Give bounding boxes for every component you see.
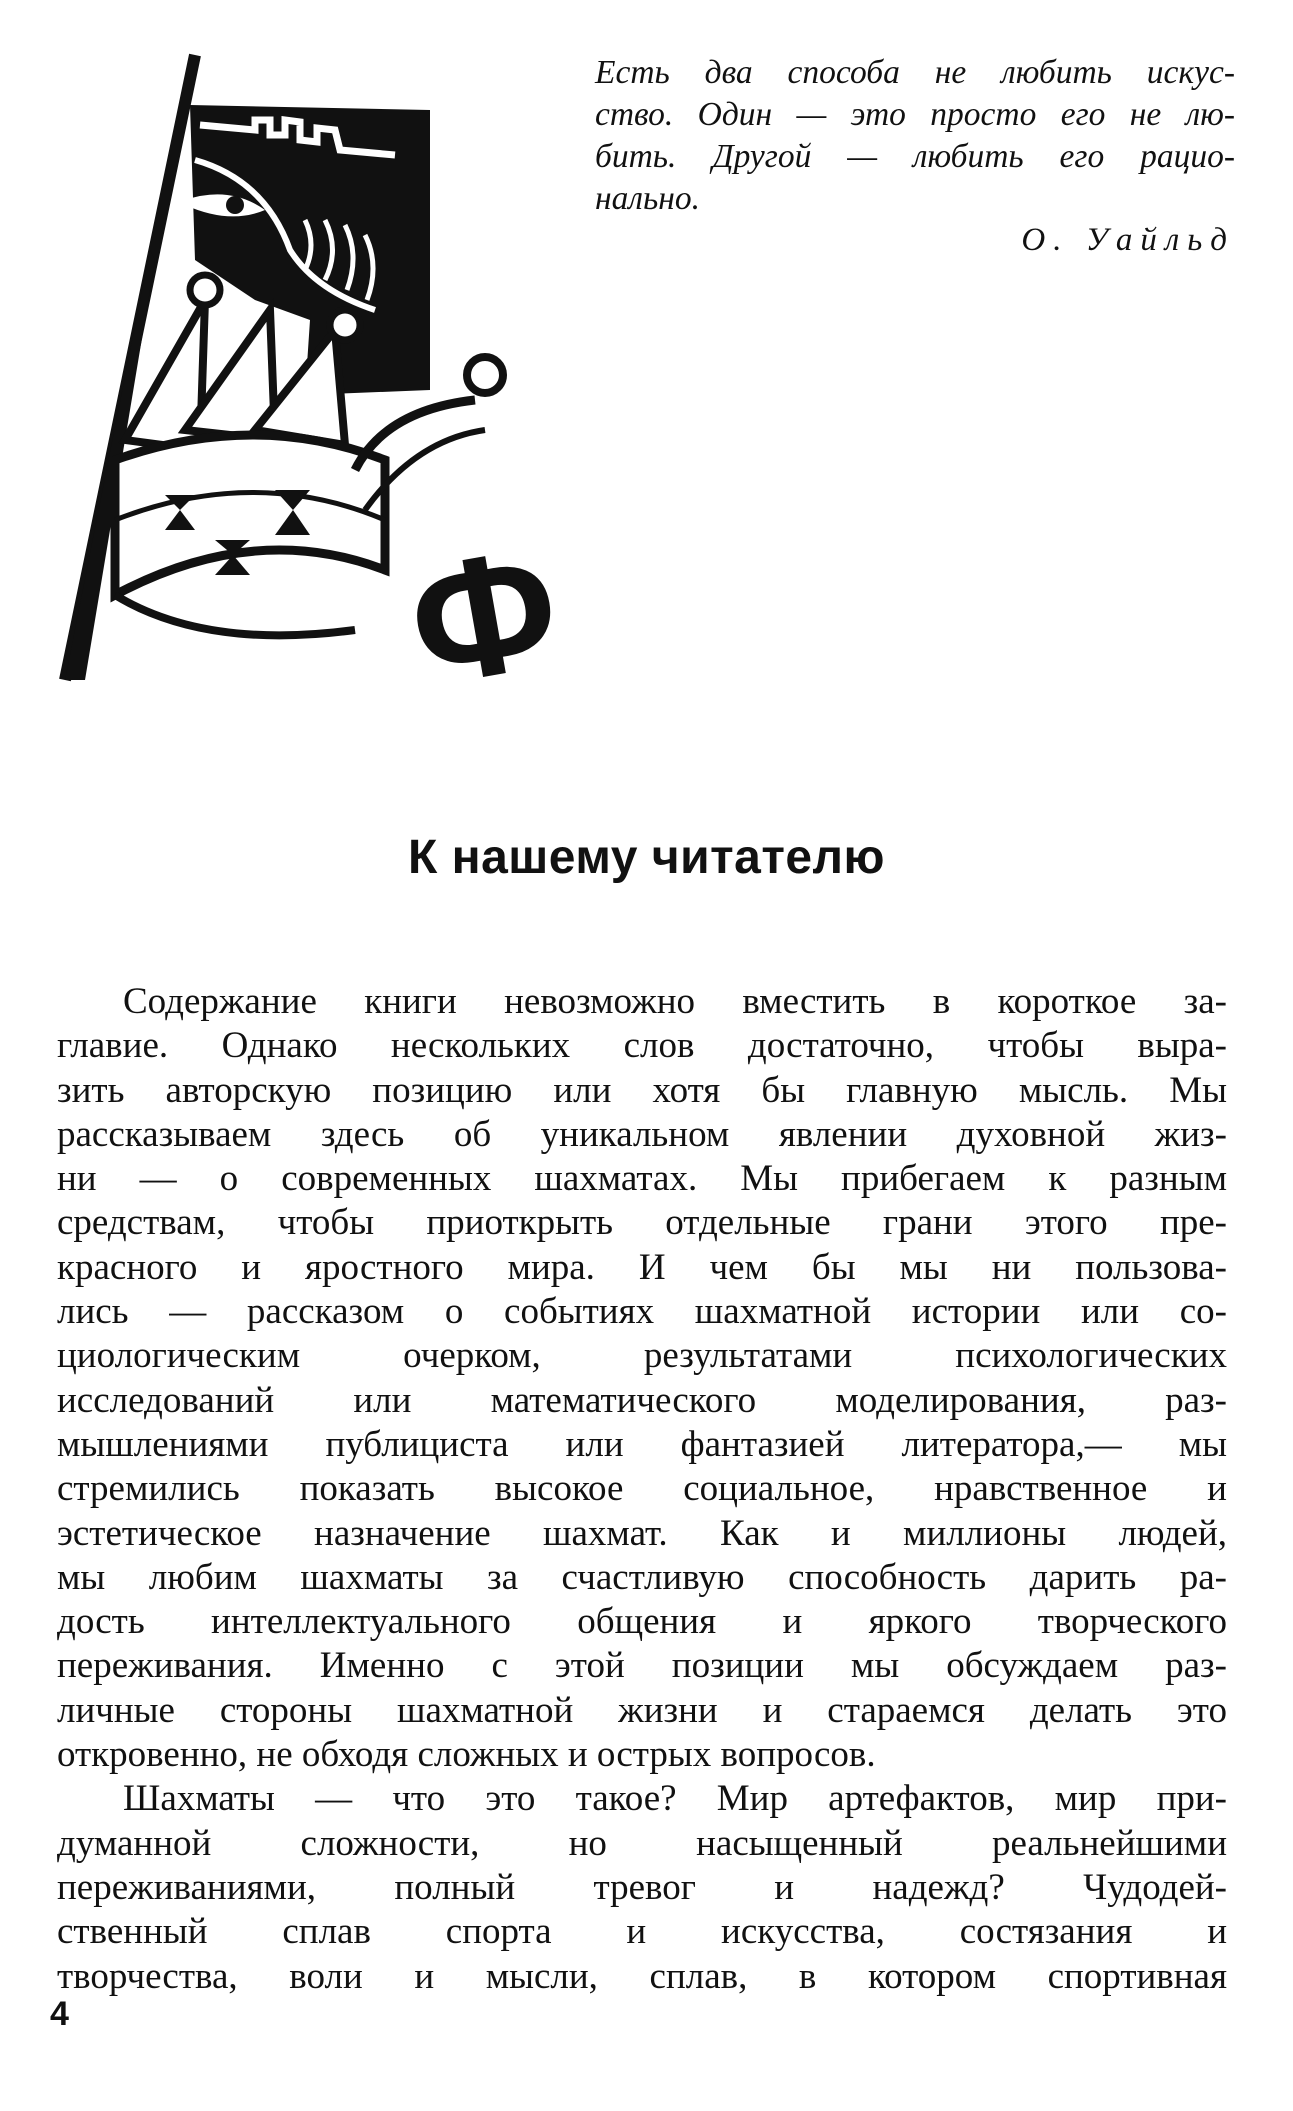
text-line: личные стороны шахматной жизни и стараемся делать это — [57, 1689, 1227, 1731]
text-line: мышлениями публициста или фантазией литератора,— мы — [57, 1423, 1227, 1465]
text-line: дость интеллектуального общения и яркого творческого — [57, 1601, 1227, 1643]
epigraph — [595, 52, 1235, 259]
epigraph-line: бить. Другой — любить его рацио- — [595, 138, 1235, 175]
text-line: переживаниями, полный тревог и надежд? Чудодей- — [57, 1866, 1227, 1908]
initial-letter: Ф — [396, 510, 573, 724]
text-line: ственный сплав спорта и искусства, состязания и — [57, 1911, 1227, 1953]
text-line: мы любим шахматы за счастливую способность дарить ра- — [57, 1556, 1227, 1598]
text-line: Содержание книги невозможно вместить в короткое за- — [123, 981, 1227, 1022]
text-line: зить авторскую позицию или хотя бы главную мысль. Мы — [57, 1069, 1227, 1111]
page-number: 4 — [50, 1995, 69, 2033]
text-line: главие. Однако нескольких слов достаточно, чтобы выра- — [57, 1025, 1227, 1067]
text-line: исследований или математического моделирования, раз- — [57, 1379, 1227, 1421]
text-line: красного и яростного мира. И чем бы мы ни пользова- — [57, 1246, 1227, 1288]
text-line: средствам, чтобы приоткрыть отдельные грани этого пре- — [57, 1202, 1227, 1244]
king-illustration — [55, 50, 573, 724]
text-line: стремились показать высокое социальное, нравственное и — [57, 1468, 1227, 1510]
epigraph-line: нально. — [595, 180, 700, 217]
text-line: переживания. Именно с этой позиции мы обсуждаем раз- — [57, 1645, 1227, 1687]
epigraph-line: Есть два способа не любить искус- — [595, 54, 1235, 91]
text-line: откровенно, не обходя сложных и острых вопросов. — [57, 1734, 876, 1776]
text-line: рассказываем здесь об уникальном явлении духовной жиз- — [57, 1113, 1227, 1155]
text-line: творчества, воли и мысли, сплав, в котором спортивная — [57, 1955, 1227, 1997]
body-text — [57, 980, 1227, 1999]
epigraph-line: ство. Один — это просто его не лю- — [595, 96, 1235, 133]
text-line: ни — о современных шахматах. Мы прибегаем к разным — [57, 1158, 1227, 1200]
epigraph-author: О. Уайльд — [1021, 222, 1235, 258]
text-line: Шахматы — что это такое? Мир артефактов, мир при- — [123, 1778, 1227, 1820]
text-line: лись — рассказом о событиях шахматной истории или со- — [57, 1291, 1227, 1333]
chapter-heading: К нашему читателю — [407, 831, 886, 884]
text-line: циологическим очерком, результатами психологических — [57, 1335, 1227, 1377]
text-line: эстетическое назначение шахмат. Как и миллионы людей, — [57, 1512, 1227, 1554]
text-line: думанной сложности, но насыщенный реальнейшими — [57, 1822, 1227, 1864]
